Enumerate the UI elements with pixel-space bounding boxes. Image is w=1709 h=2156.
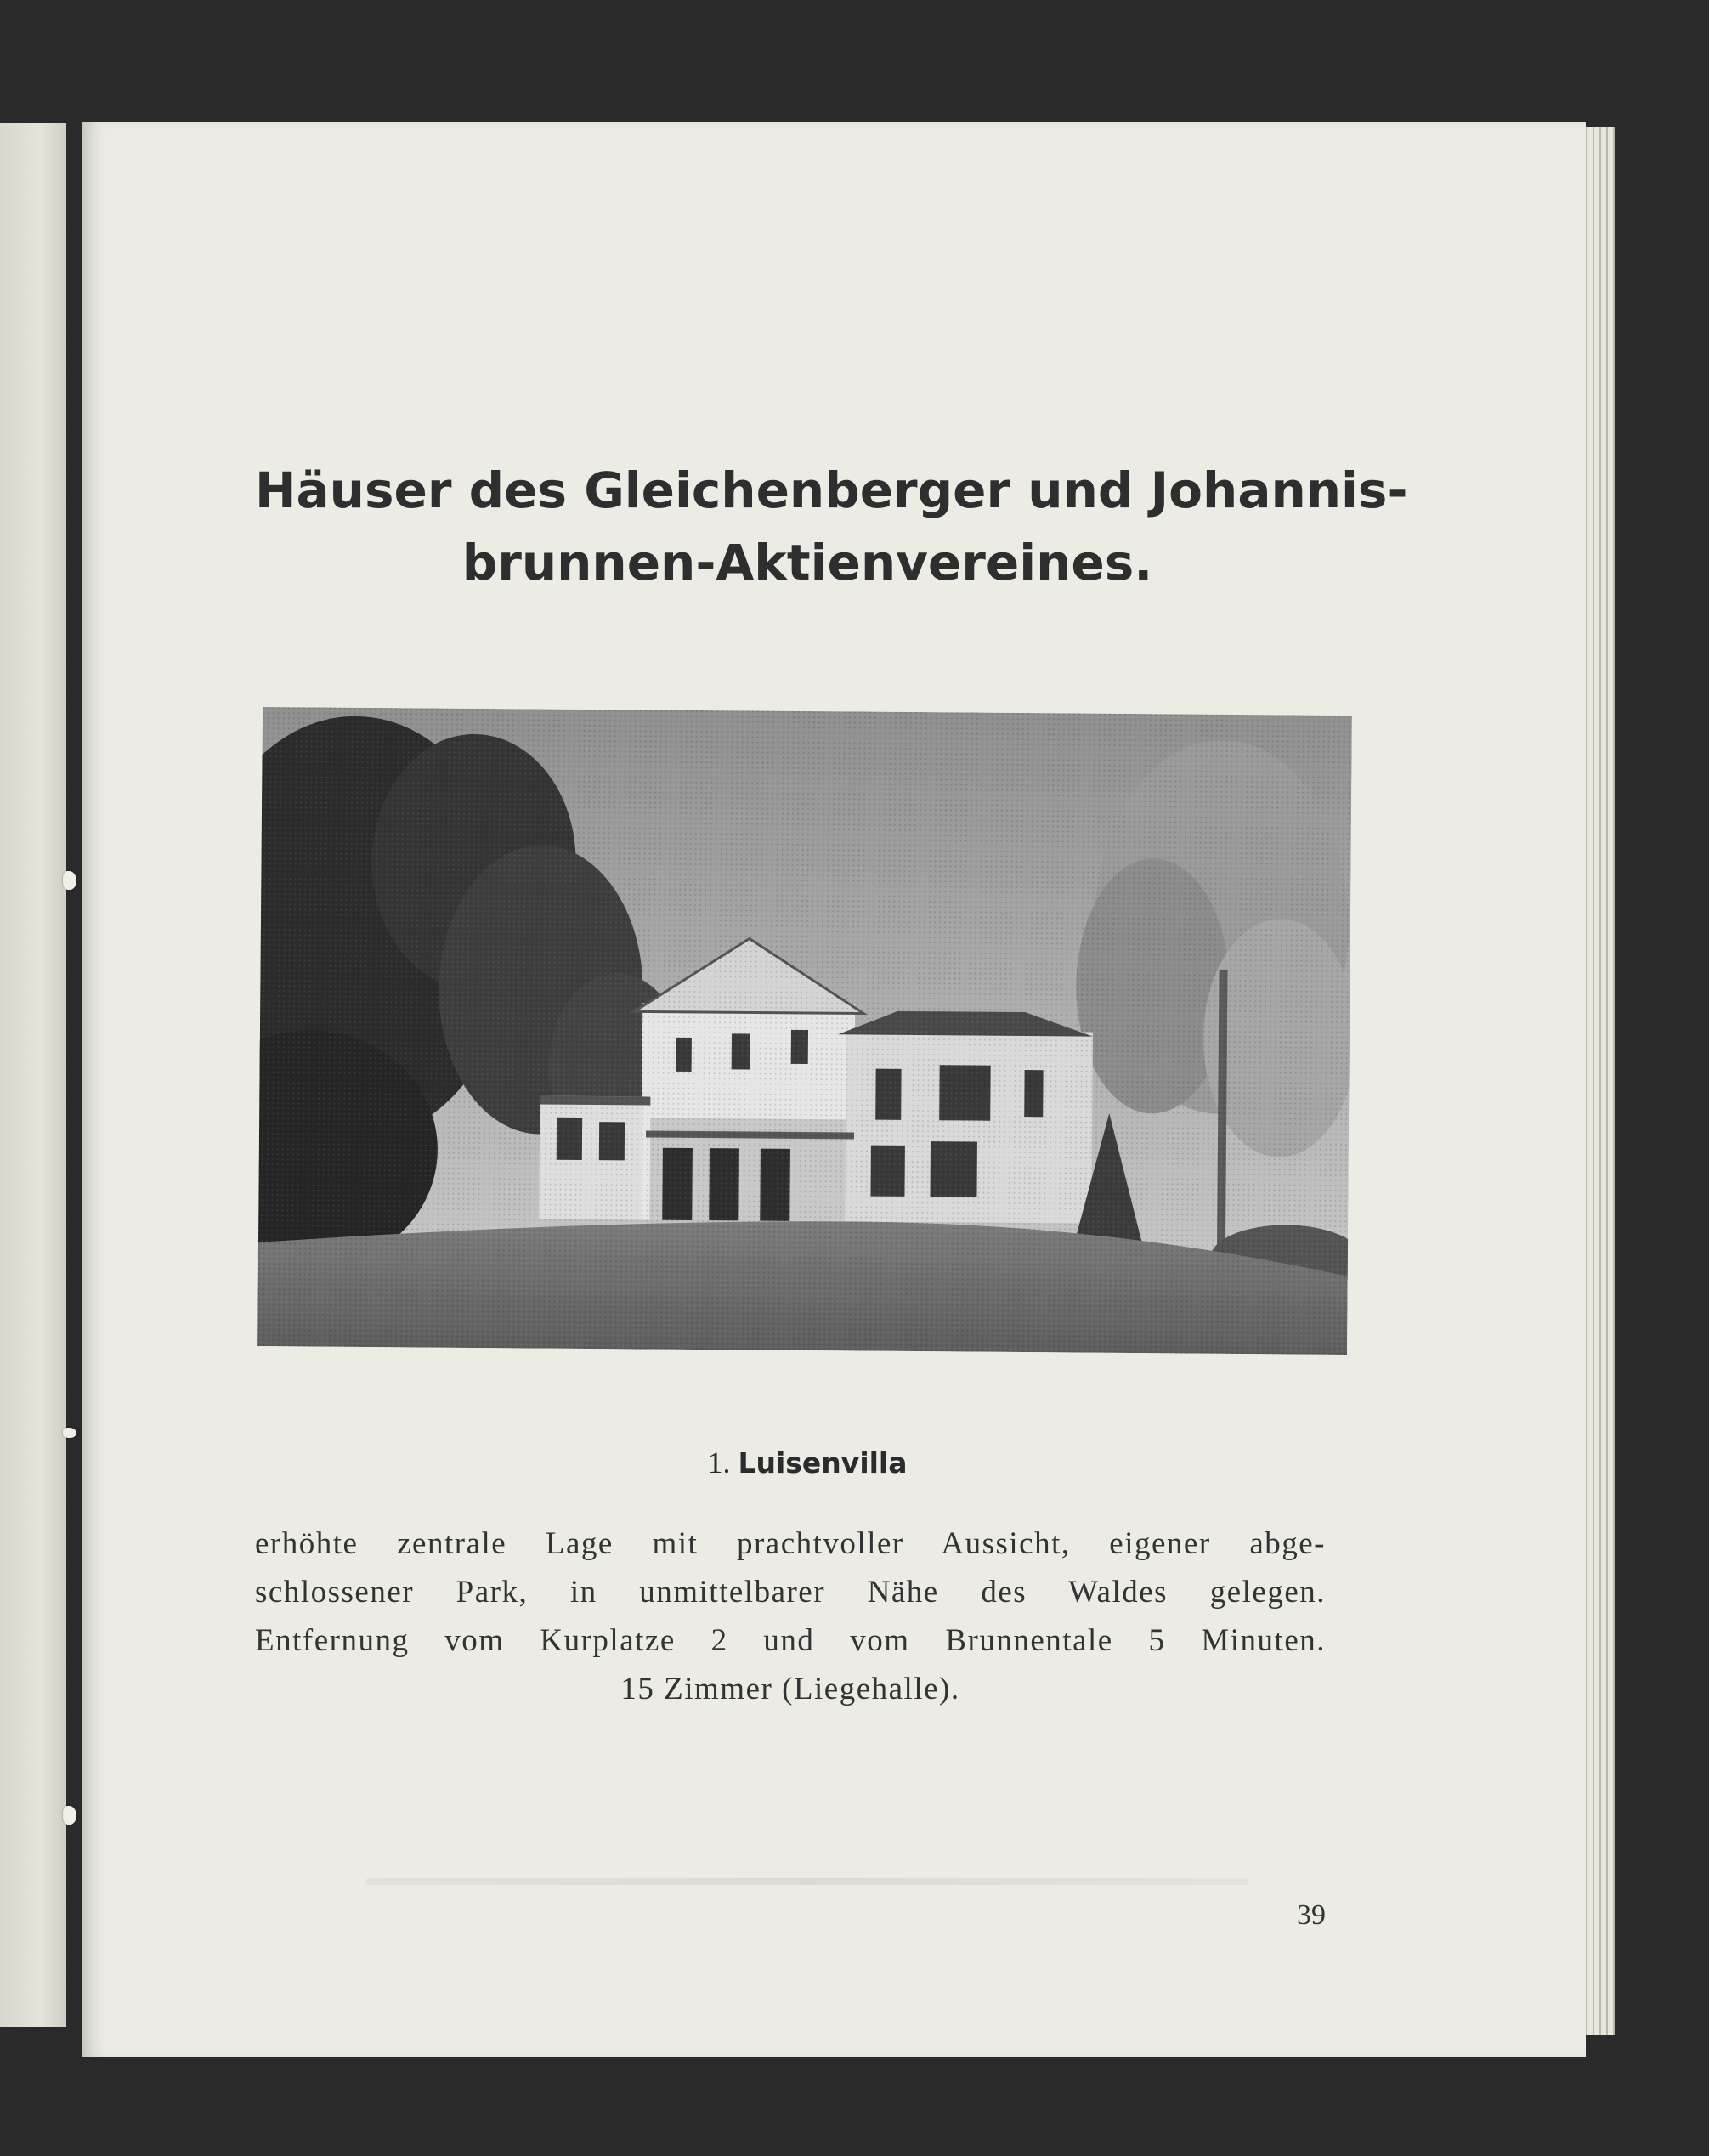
page-title-line-1: Häuser des Gleichenberger und Johannis- <box>255 461 1408 519</box>
binding-staple-mark <box>63 1806 76 1825</box>
description-line: erhöhte zentrale Lage mit prachtvoller Aussicht, eigener abge- <box>255 1526 1326 1561</box>
description-line: 15 Zimmer (Liegehalle). <box>620 1672 960 1706</box>
villa-photograph <box>257 707 1352 1355</box>
binding-staple-mark <box>63 1428 76 1438</box>
page-title-line-2: brunnen-Aktienvereines. <box>461 534 1153 591</box>
bleed-through-text <box>365 1878 1249 1885</box>
binding-staple-mark <box>63 871 76 890</box>
facing-page-edge <box>0 123 66 2027</box>
caption-villa-name: Luisenvilla <box>738 1446 908 1480</box>
description-line: schlossener Park, in unmittelbarer Nähe des Waldes gelegen. <box>255 1575 1326 1610</box>
page-number: 39 <box>1297 1899 1326 1931</box>
page-title <box>255 455 1408 599</box>
caption-number: 1. <box>707 1446 731 1480</box>
villa-description <box>255 1519 1326 1713</box>
photo-caption <box>255 1445 1360 1480</box>
description-line: Entfernung vom Kurplatze 2 und vom Brunnentale 5 Minuten. <box>255 1623 1326 1658</box>
